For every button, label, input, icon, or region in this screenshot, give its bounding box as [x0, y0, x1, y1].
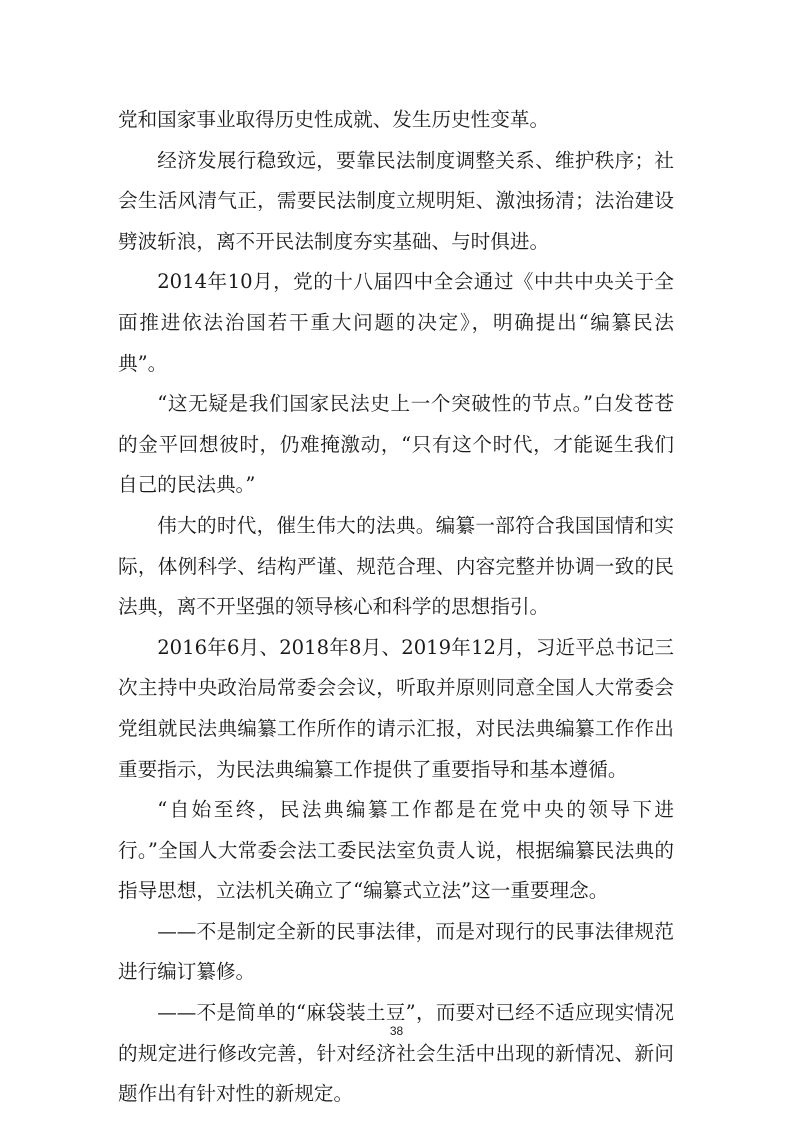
- paragraph: ——不是简单的“麻袋装土豆”，而要对已经不适应现实情况的规定进行修改完善，针对经济社会生活中出现的新情况、新问题作出有针对性的新规定。: [118, 1001, 674, 1106]
- paragraph: 2016年6月、2018年8月、2019年12月，习近平总书记三次主持中央政治局常委会会议，听取并原则同意全国人大常委会党组就民法典编纂工作所作的请示汇报，对民法典编纂工作作出重要指示，为民法典编纂工作提供了重要指导和基本遵循。: [118, 635, 674, 781]
- body-text: [118, 100, 674, 1115]
- paragraph: 2014年10月，党的十八届四中全会通过《中共中央关于全面推进依法治国若干重大问题的决定》，明确提出“编纂民法典”。: [118, 270, 674, 375]
- paragraph-continuation: 党和国家事业取得历史性成就、发生历史性变革。: [118, 108, 550, 131]
- page-number: 38: [389, 1024, 404, 1038]
- paragraph: ——不是制定全新的民事法律，而是对现行的民事法律规范进行编订纂修。: [118, 919, 674, 984]
- paragraph: “自始至终，民法典编纂工作都是在党中央的领导下进行。”全国人大常委会法工委民法室负责人说，根据编纂民法典的指导思想，立法机关确立了“编纂式立法”这一重要理念。: [118, 798, 674, 903]
- paragraph: “这无疑是我们国家民法史上一个突破性的节点。”白发苍苍的金平回想彼时，仍难掩激动，“只有这个时代，才能诞生我们自己的民法典。”: [118, 392, 674, 497]
- paragraph: 经济发展行稳致远，要靠民法制度调整关系、维护秩序；社会生活风清气正，需要民法制度立规明矩、激浊扬清；法治建设劈波斩浪，离不开民法制度夯实基础、与时俱进。: [118, 148, 674, 253]
- paragraph: 伟大的时代，催生伟大的法典。编纂一部符合我国国情和实际，体例科学、结构严谨、规范合理、内容完整并协调一致的民法典，离不开坚强的领导核心和科学的思想指引。: [118, 513, 674, 619]
